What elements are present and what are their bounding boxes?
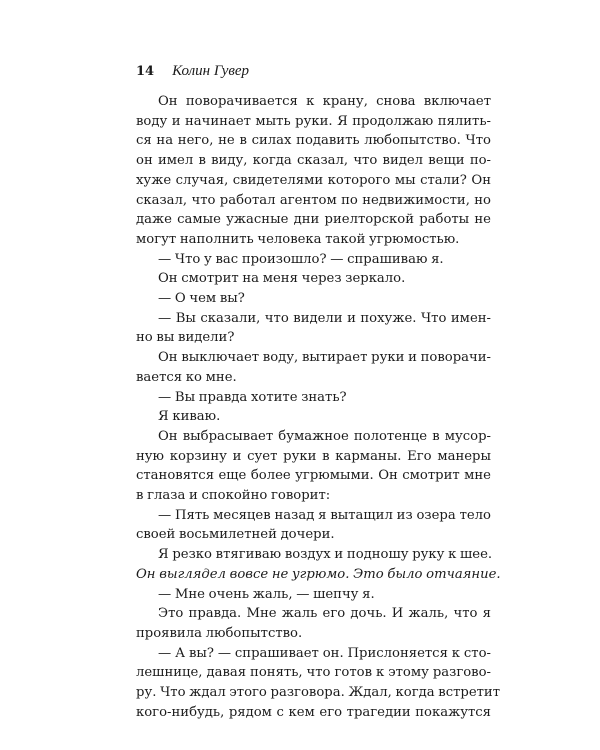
text-line: Я резко втягиваю воздух и подношу руку к шее.	[158, 547, 493, 563]
text-line: вается ко мне.	[136, 369, 237, 385]
text-line: кого-нибудь, рядом с кем его трагедии покажутся	[136, 704, 491, 720]
text-line: — Что у вас произошло? — спрашиваю я.	[158, 251, 444, 267]
text-line: Он смотрит на меня через зеркало.	[158, 271, 406, 287]
text-line: — Пять месяцев назад я вытащил из озера тело	[158, 507, 491, 523]
text-line: даже самые ужасные дни риелторской работы не	[136, 212, 491, 228]
text-line: ную корзину и сует руки в карманы. Его манеры	[136, 448, 491, 464]
page-number: 14	[136, 64, 155, 79]
text-line: Я киваю.	[158, 409, 221, 425]
text-line: — О чем вы?	[158, 291, 245, 307]
text-line: Он выключает воду, вытирает руки и поворачи-	[158, 350, 491, 366]
text-line: но вы видели?	[136, 330, 235, 346]
running-head-author: Колин Гувер	[172, 63, 250, 79]
text-line: — Мне очень жаль, — шепчу я.	[158, 586, 375, 602]
italic-text-line: Он выглядел вовсе не угрюмо. Это было отчаяние.	[136, 566, 501, 582]
body-text	[136, 92, 501, 723]
text-line: сказал, что работал агентом по недвижимости, но	[136, 192, 491, 208]
text-line: Это правда. Мне жаль его дочь. И жаль, что я	[158, 606, 491, 622]
text-line: ся на него, не в силах подавить любопытство. Что	[136, 133, 491, 149]
text-line: ру. Что ждал этого разговора. Ждал, когда встретит	[136, 685, 501, 701]
text-line: воду и начинает мыть руки. Я продолжаю пялить-	[136, 113, 491, 129]
text-line: — А вы? — спрашивает он. Прислоняется к сто-	[158, 645, 491, 661]
text-line: — Вы правда хотите знать?	[158, 389, 347, 405]
text-line: становятся еще более угрюмыми. Он смотрит мне	[136, 468, 491, 484]
text-line: лешнице, давая понять, что готов к этому разгово-	[136, 665, 491, 681]
text-line: он имел в виду, когда сказал, что видел вещи по-	[136, 153, 491, 169]
text-line: Он поворачивается к крану, снова включает	[158, 94, 491, 109]
running-head	[136, 62, 249, 82]
text-line: в глаза и спокойно говорит:	[136, 488, 331, 504]
text-line: — Вы сказали, что видели и похуже. Что имен-	[158, 310, 491, 326]
text-line: могут наполнить человека такой угрюмостью.	[136, 231, 460, 247]
text-line: Он выбрасывает бумажное полотенце в мусор-	[158, 428, 491, 444]
text-line: своей восьмилетней дочери.	[136, 527, 335, 543]
text-line: проявила любопытство.	[136, 625, 303, 641]
text-line: хуже случая, свидетелями которого мы стали? Он	[136, 172, 491, 188]
